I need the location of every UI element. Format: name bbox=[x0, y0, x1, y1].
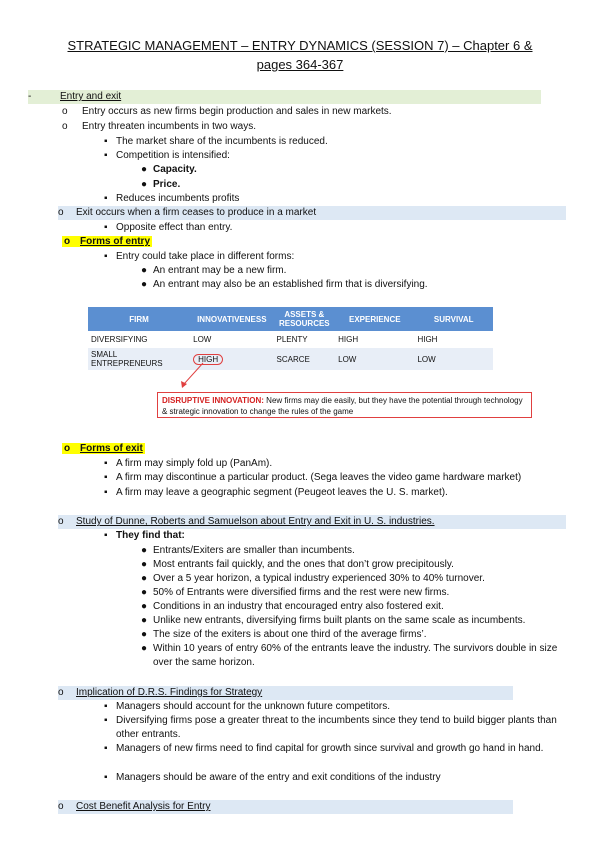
list-item: o Entry occurs as new firms begin production and sales in new markets. bbox=[62, 106, 392, 117]
list-item: ▪ A firm may simply fold up (PanAm). bbox=[104, 458, 273, 469]
list-item: ▪ Managers of new firms need to find capital for growth since survival and growth go hand in hand. bbox=[104, 743, 544, 754]
list-item: ▪ Competition is intensified: bbox=[104, 150, 230, 161]
column-header: ASSETS & RESOURCES bbox=[274, 307, 336, 331]
list-item: ▪ A firm may leave a geographic segment (Peugeot leaves the U. S. market). bbox=[104, 487, 448, 498]
list-item: ▪ Managers should account for the unknown future competitors. bbox=[104, 701, 391, 712]
circled-value: HIGH bbox=[193, 354, 223, 365]
list-item: ● The size of the exiters is about one third of the average firms’. bbox=[141, 629, 427, 640]
section-drs-study: o Study of Dunne, Roberts and Samuelson about Entry and Exit in U. S. industries. bbox=[58, 515, 566, 529]
list-item: ▪ Managers should be aware of the entry and exit conditions of the industry bbox=[104, 772, 441, 783]
column-header: SURVIVAL bbox=[414, 307, 493, 331]
disruptive-innovation-note: DISRUPTIVE INNOVATION: New firms may die easily, but they have the potential through technology & strategic innovation to change the rules of the game bbox=[157, 392, 532, 418]
section-forms-of-exit: o Forms of exit bbox=[64, 443, 143, 454]
list-item: ▪ A firm may discontinue a particular product. (Sega leaves the video game hardware market) bbox=[104, 472, 522, 483]
list-item: ▪ Opposite effect than entry. bbox=[104, 222, 233, 233]
list-item: ● An entrant may also be an established firm that is diversifying. bbox=[141, 279, 428, 290]
list-item: ▪ Diversifying firms pose a greater threat to the incumbents since they tend to build bigger plants than other entrants. bbox=[104, 715, 557, 740]
section-forms-of-entry: o Forms of entry bbox=[64, 236, 151, 247]
column-header: FIRM bbox=[88, 307, 190, 331]
list-item: ● Entrants/Exiters are smaller than incumbents. bbox=[141, 545, 355, 556]
list-item: ● Capacity. bbox=[141, 164, 197, 175]
section-implications: o Implication of D.R.S. Findings for Strategy bbox=[58, 686, 513, 700]
table-row: SMALL ENTREPRENEURS HIGH SCARCE LOW LOW bbox=[88, 348, 493, 371]
list-item: ▪ Reduces incumbents profits bbox=[104, 193, 240, 204]
list-item: ● An entrant may be a new firm. bbox=[141, 265, 287, 276]
list-item: ▪ The market share of the incumbents is reduced. bbox=[104, 136, 328, 147]
list-item: ● Most entrants fail quickly, and the ones that don’t grow precipitously. bbox=[141, 559, 454, 570]
list-item: ● Over a 5 year horizon, a typical industry experienced 30% to 40% turnover. bbox=[141, 573, 485, 584]
list-item: ● Conditions in an industry that encouraged entry also fostered exit. bbox=[141, 601, 444, 612]
list-item: ▪ They find that: bbox=[104, 530, 185, 541]
section-entry-and-exit: - Entry and exit bbox=[28, 90, 541, 104]
column-header: INNOVATIVENESS bbox=[190, 307, 273, 331]
section-exit: o Exit occurs when a firm ceases to produce in a market bbox=[58, 206, 566, 220]
list-item: ● Within 10 years of entry 60% of the entrants leave the industry. The survivors double in size over the same horizon. bbox=[141, 643, 558, 668]
list-item: o Entry threaten incumbents in two ways. bbox=[62, 121, 256, 132]
column-header: EXPERIENCE bbox=[335, 307, 414, 331]
list-item: ● Unlike new entrants, diversifying firms built plants on the same scale as incumbents. bbox=[141, 615, 526, 626]
list-item: ● 50% of Entrants were diversified firms and the rest were new firms. bbox=[141, 587, 450, 598]
section-cost-benefit: o Cost Benefit Analysis for Entry bbox=[58, 800, 513, 814]
list-item: ● Price. bbox=[141, 179, 181, 190]
list-item: ▪ Entry could take place in different forms: bbox=[104, 251, 295, 262]
table-row: DIVERSIFYING LOW PLENTY HIGH HIGH bbox=[88, 331, 493, 348]
page-title: STRATEGIC MANAGEMENT – ENTRY DYNAMICS (SESSION 7) – Chapter 6 & pages 364-367 bbox=[67, 38, 533, 72]
